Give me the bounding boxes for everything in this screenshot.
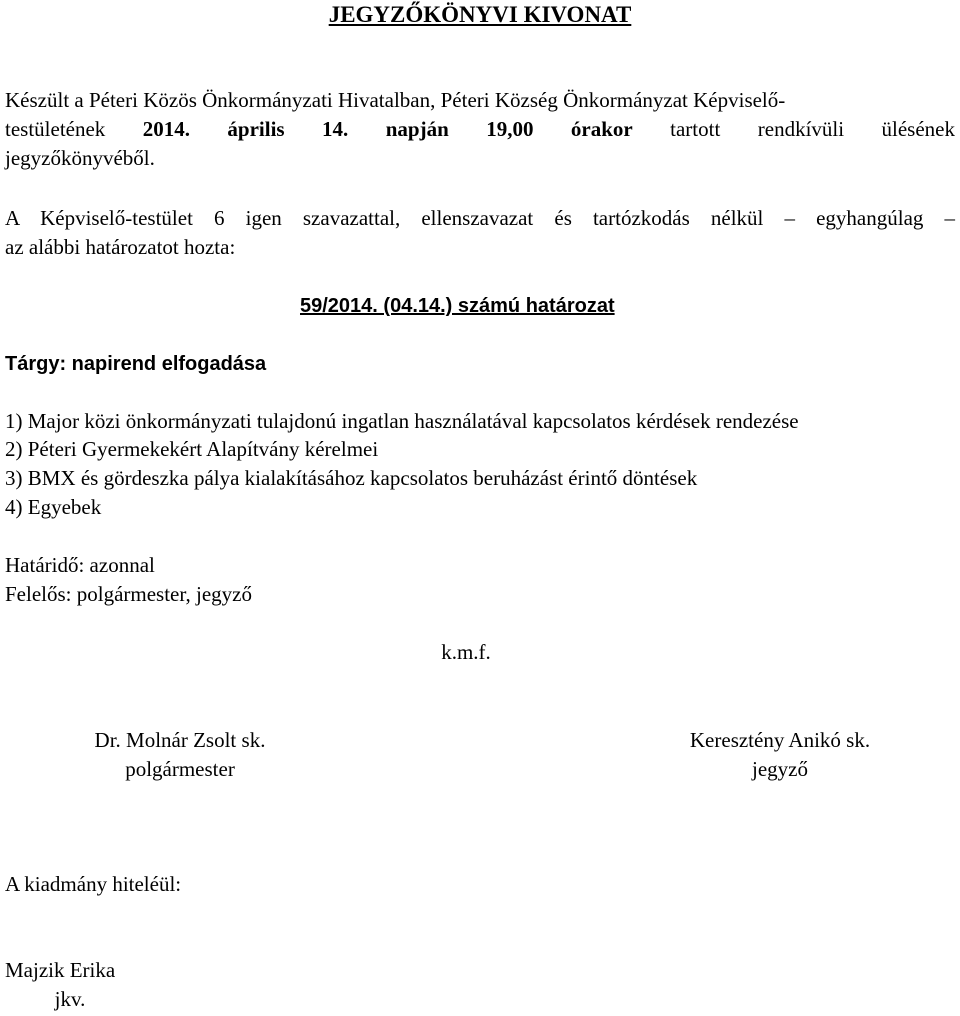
agenda-item: 2) Péteri Gyermekekért Alapítvány kérelmei	[5, 437, 379, 461]
subject-line: Tárgy: napirend elfogadása	[5, 353, 267, 375]
intro-line-1: Készült a Péteri Közös Önkormányzati Hivatalban, Péteri Község Önkormányzat Képviselő-	[5, 88, 786, 112]
meeting-date-napjan: napján	[385, 117, 449, 141]
meeting-time: 19,00	[486, 117, 534, 141]
intro-word: testületének	[5, 117, 106, 141]
meeting-date-day: 14.	[322, 117, 349, 141]
meeting-time-unit: órakor	[570, 117, 633, 141]
meeting-date-month: április	[227, 117, 285, 141]
kmf-mark: k.m.f.	[441, 640, 491, 664]
intro-word: ülésének	[881, 117, 955, 141]
intro-line-3: jegyzőkönyvéből.	[5, 146, 155, 170]
vote-line-2: az alábbi határozatot hozta:	[5, 235, 236, 259]
meeting-date-year: 2014.	[142, 117, 190, 141]
deadline-line: Határidő: azonnal	[5, 553, 155, 577]
signature-right-role: jegyző	[752, 757, 808, 781]
resolution-heading: 59/2014. (04.14.) számú határozat	[300, 295, 615, 317]
intro-word: rendkívüli	[757, 117, 845, 141]
document-title: JEGYZŐKÖNYVI KIVONAT	[328, 2, 632, 27]
intro-word: tartott	[670, 117, 721, 141]
responsible-line: Felelős: polgármester, jegyző	[5, 582, 253, 606]
certification-line: A kiadmány hiteléül:	[5, 872, 182, 896]
vote-line-1: A Képviselő-testület 6 igen szavazattal, ellenszavazat és tartózkodás nélkül – egyhangúlag –	[5, 206, 955, 230]
agenda-item: 1) Major közi önkormányzati tulajdonú ingatlan használatával kapcsolatos kérdések rendezése	[5, 409, 799, 433]
signature-right-name: Keresztény Anikó sk.	[689, 728, 871, 752]
certifier-name: Majzik Erika	[5, 958, 116, 982]
certifier-role: jkv.	[54, 987, 86, 1011]
agenda-item: 4) Egyebek	[5, 495, 102, 519]
signature-left-role: polgármester	[125, 757, 235, 781]
intro-line-2	[5, 115, 955, 144]
agenda-item: 3) BMX és gördeszka pálya kialakításához kapcsolatos beruházást érintő döntések	[5, 466, 698, 490]
signature-left-name: Dr. Molnár Zsolt sk.	[94, 728, 266, 752]
